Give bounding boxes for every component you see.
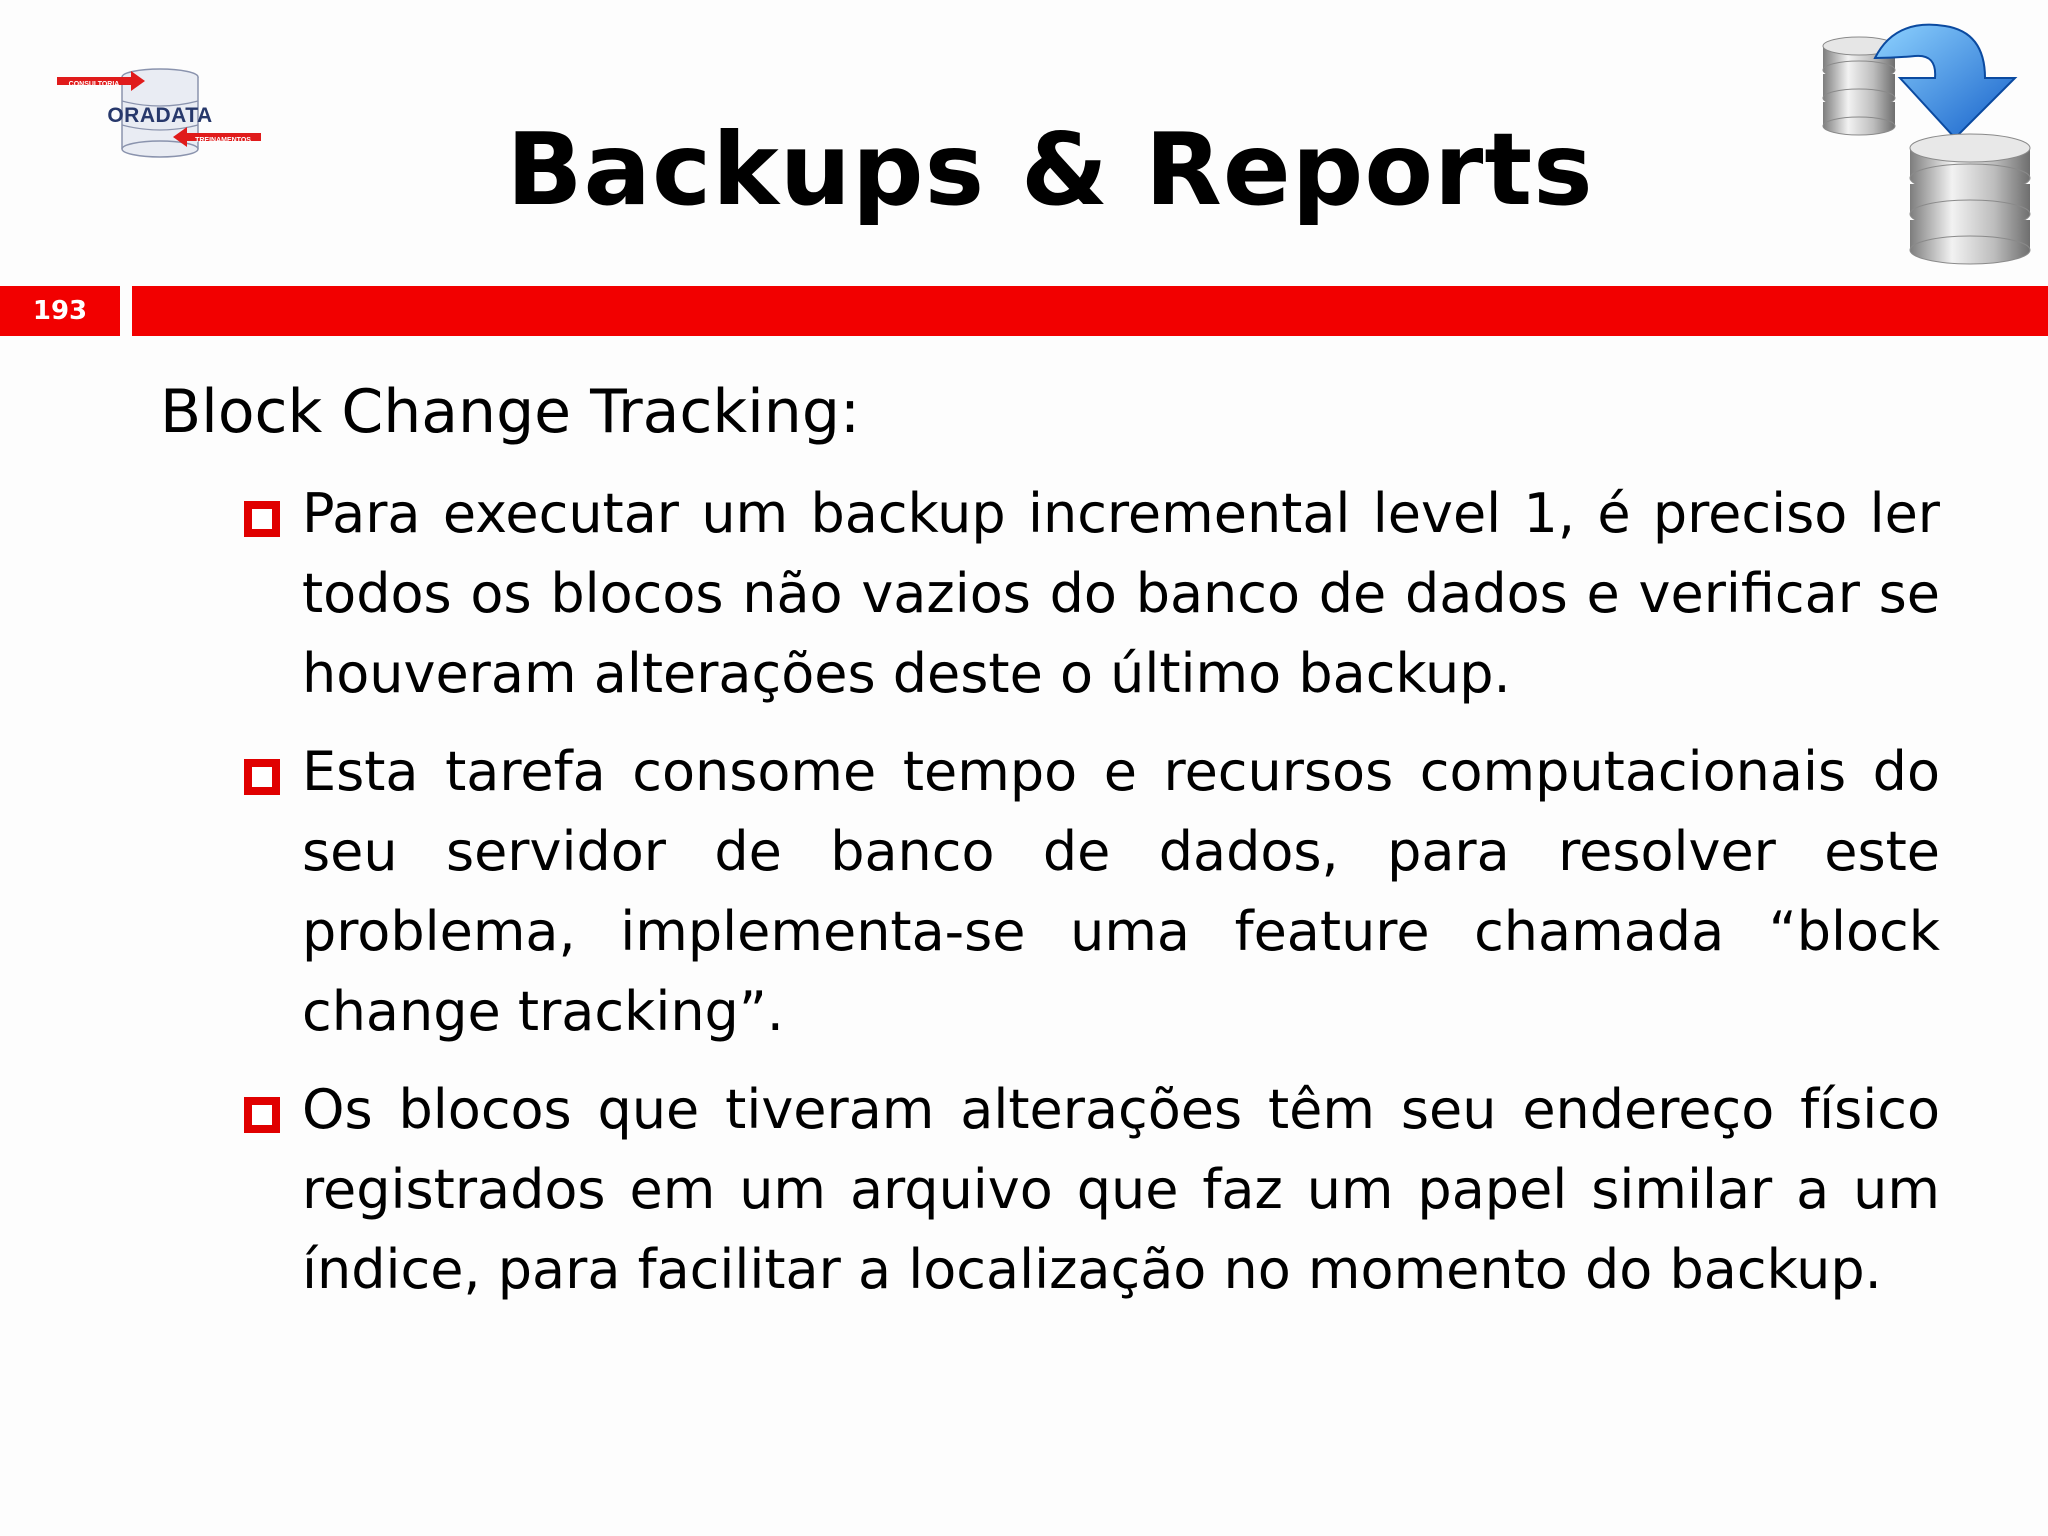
bullet-item (244, 1070, 1940, 1310)
logo-bottom-label: TREINAMENTOS (195, 137, 251, 144)
bullet-text: Os blocos que tiveram alterações têm seu endereço físico registrados em um arquivo que faz um papel similar a um índice, para facilitar a localização no momento do backup. (302, 1078, 1940, 1301)
bullet-text: Para executar um backup incremental level 1, é preciso ler todos os blocos não vazios do banco de dados e verificar se houveram alterações deste o último backup. (302, 482, 1940, 705)
square-bullet-icon (244, 759, 280, 795)
bullet-item (244, 474, 1940, 714)
bullet-list (244, 474, 1940, 1328)
slide-number: 193 (32, 296, 88, 326)
slide-title: Backups & Reports (506, 111, 1594, 228)
section-heading: Block Change Tracking: (160, 377, 861, 447)
square-bullet-icon (244, 1097, 280, 1133)
bullet-item (244, 732, 1940, 1052)
logo-top-label: CONSULTORIA (68, 81, 120, 88)
header-divider-bar (132, 286, 2048, 336)
square-bullet-icon (244, 501, 280, 537)
logo-brand: ORADATA (107, 104, 213, 127)
oradata-logo (55, 65, 265, 165)
bullet-text: Esta tarefa consome tempo e recursos computacionais do seu servidor de banco de dados, para resolver este problema, implementa-se uma feature chamada “block change tracking”. (302, 740, 1940, 1043)
database-backup-icon (1815, 18, 2040, 268)
slide-number-box (0, 286, 120, 336)
